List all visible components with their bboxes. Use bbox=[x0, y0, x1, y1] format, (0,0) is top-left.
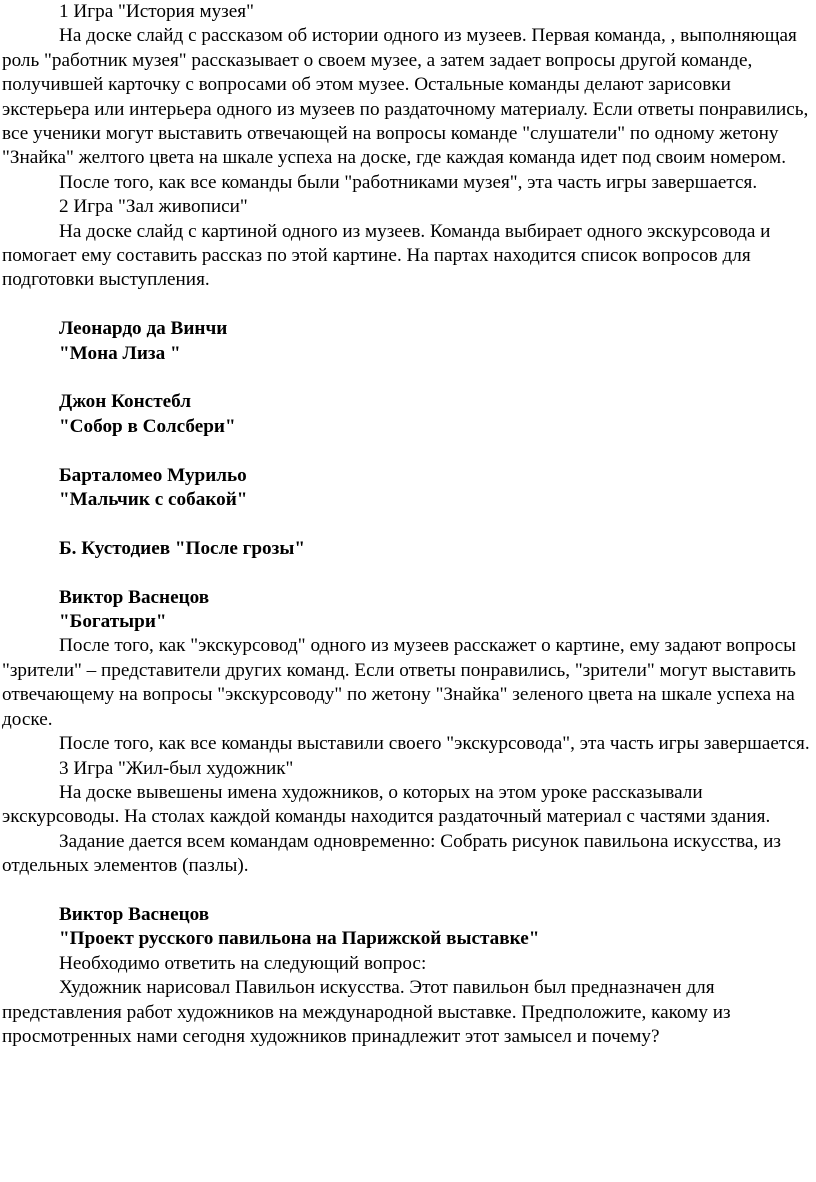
game3-paragraph-1: На доске вывешены имена художников, о которых на этом уроке рассказывали экскурсоводы. На столах каждой команды находится раздаточный материал с частями здания. bbox=[2, 781, 771, 828]
blank-line bbox=[2, 293, 812, 317]
painting-title: "Собор в Солсбери" bbox=[59, 415, 236, 437]
painting-artist: Б. Кустодиев "После грозы" bbox=[59, 537, 305, 559]
painting-title: "Мальчик с собакой" bbox=[59, 489, 248, 511]
painting-title: "Мона Лиза " bbox=[59, 342, 181, 364]
game3-work-title: "Проект русского павильона на Парижской выставке" bbox=[59, 928, 540, 950]
game2-paragraph-2: После того, как "экскурсовод" одного из музеев расскажет о картине, ему задают вопросы "зрители" – представители других команд. Если ответы понравились, "зрители" могут выставить отвечающему на вопросы "экскурсоводу" по жетону "Знайка" зеленого цвета на шкале успеха на доске. bbox=[2, 635, 796, 730]
painting-artist: Леонардо да Винчи bbox=[59, 318, 228, 340]
game3-artist: Виктор Васнецов bbox=[59, 903, 210, 925]
game2-paragraph-3: После того, как все команды выставили своего "экскурсовода", эта часть игры завершается. bbox=[59, 733, 810, 755]
blank-line bbox=[2, 879, 812, 903]
game3-paragraph-2: Задание дается всем командам одновременно: Собрать рисунок павильона искусства, из отдельных элементов (пазлы). bbox=[2, 830, 781, 877]
game1-paragraph-2: После того, как все команды были "работниками музея", эта часть игры завершается. bbox=[59, 171, 758, 193]
game2-heading: 2 Игра "Зал живописи" bbox=[59, 196, 248, 218]
game1-heading: 1 Игра "История музея" bbox=[59, 1, 254, 22]
painting-title: "Богатыри" bbox=[59, 611, 167, 633]
game3-paragraph-4: Художник нарисовал Павильон искусства. Этот павильон был предназначен для представления работ художников на международной выставке. Предположите, какому из просмотренных нами сегодня художников принадлежит этот замысел и почему? bbox=[2, 977, 731, 1047]
game2-paragraph-1: На доске слайд с картиной одного из музеев. Команда выбирает одного экскурсовода и помогает ему составить рассказ по этой картине. На партах находится список вопросов для подготовки выступления. bbox=[2, 220, 771, 291]
blank-line bbox=[2, 366, 812, 390]
blank-line bbox=[2, 561, 812, 585]
blank-line bbox=[2, 512, 812, 536]
game3-heading: 3 Игра "Жил-был художник" bbox=[59, 757, 294, 779]
painting-artist: Виктор Васнецов bbox=[59, 586, 210, 608]
painting-artist: Барталомео Мурильо bbox=[59, 464, 247, 486]
painting-artist: Джон Констебл bbox=[59, 391, 192, 413]
blank-line bbox=[2, 439, 812, 463]
game1-paragraph-1: На доске слайд с рассказом об истории одного из музеев. Первая команда, , выполняющая роль "работник музея" рассказывает о своем музее, а затем задает вопросы другой команде, получившей карточку с вопросами об этом музее. Остальные команды делают зарисовки экстерьера или интерьера одного из музеев по раздаточному материалу. Если ответы понравились, все ученики могут выставить отвечающей на вопросы команде "слушатели" по одному жетону "Знайка" желтого цвета на шкале успеха на доске, где каждая команда идет под своим номером. bbox=[2, 25, 809, 169]
game3-paragraph-3: Необходимо ответить на следующий вопрос: bbox=[59, 952, 427, 974]
